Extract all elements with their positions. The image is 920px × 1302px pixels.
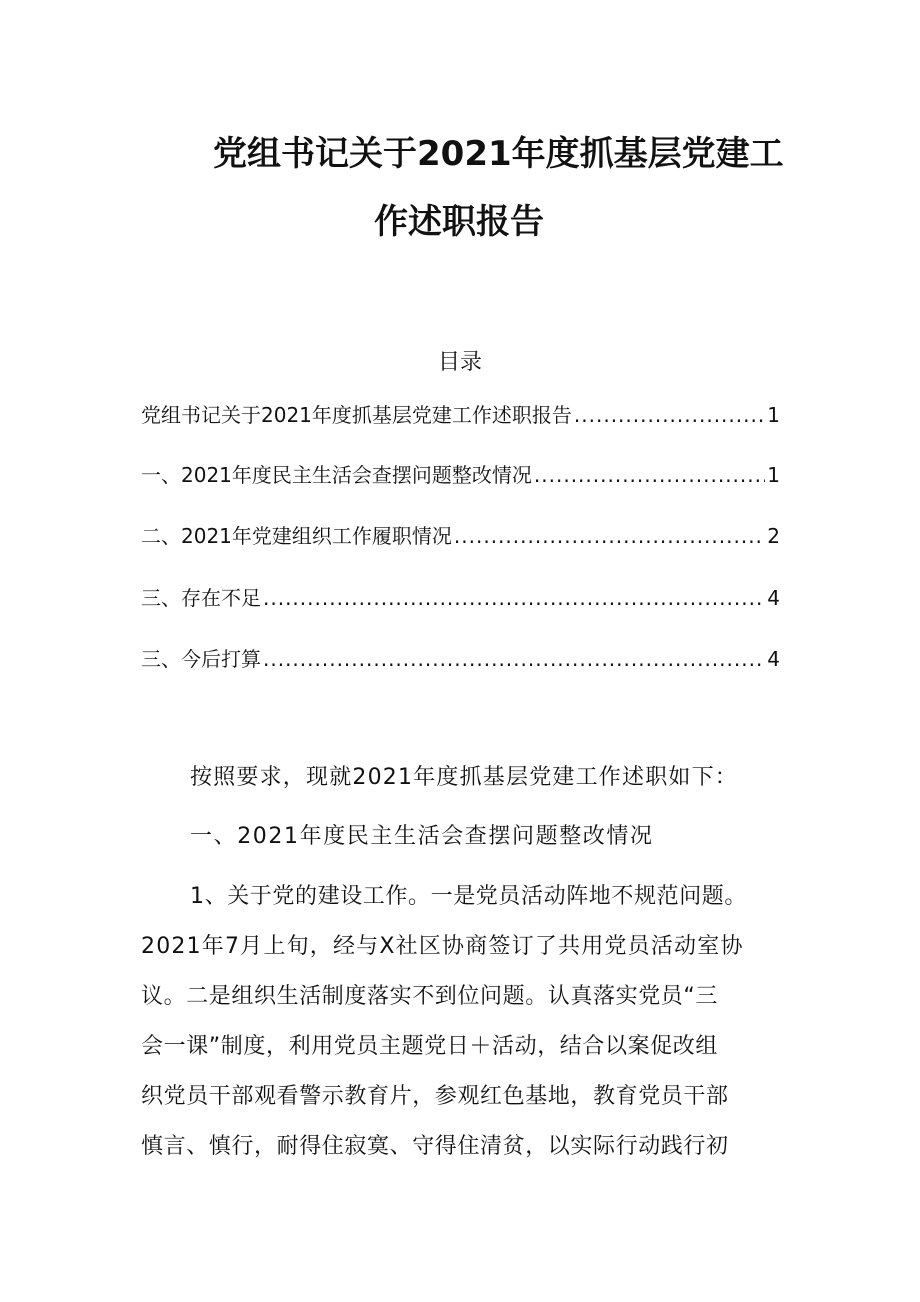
body-text-line: 议。二是组织生活制度落实不到位问题。认真落实党员“三 bbox=[141, 984, 718, 1009]
body-text-line: 1、关于党的建设工作。一是党员活动阵地不规范问题。 bbox=[190, 884, 747, 909]
document-title-line-1: 党组书记关于2021年度抓基层党建工 bbox=[213, 134, 784, 174]
toc-entry-label: 一、2021年度民主生活会查摆问题整改情况 bbox=[141, 463, 532, 487]
body-text-line: 织党员干部观看警示教育片，参观红色基地，教育党员干部 bbox=[141, 1084, 729, 1109]
toc-entry-future-plans[interactable] bbox=[141, 649, 780, 669]
toc-entry-report[interactable] bbox=[141, 405, 780, 425]
toc-entry-label: 三、存在不足 bbox=[141, 586, 261, 610]
toc-entry-section-2[interactable] bbox=[141, 526, 780, 546]
toc-entry-page: 1 bbox=[767, 403, 780, 427]
toc-entry-label: 党组书记关于2021年度抓基层党建工作述职报告 bbox=[141, 403, 572, 427]
toc-entry-label: 三、今后打算 bbox=[141, 647, 261, 671]
toc-leader bbox=[263, 649, 765, 669]
body-text-line: 2021年7月上旬，经与X社区协商签订了共用党员活动室协 bbox=[141, 934, 744, 959]
toc-entry-page: 2 bbox=[767, 524, 780, 548]
toc-entry-page: 1 bbox=[767, 463, 780, 487]
toc-heading: 目录 bbox=[437, 350, 482, 375]
document-title-line-2: 作述职报告 bbox=[374, 202, 544, 242]
section-1-heading: 一、2021年度民主生活会查摆问题整改情况 bbox=[190, 824, 654, 849]
toc-entry-page: 4 bbox=[767, 647, 780, 671]
body-text-line: 会一课”制度，利用党员主题党日＋活动，结合以案促改组 bbox=[141, 1034, 718, 1059]
body-text-line: 慎言、慎行，耐得住寂寞、守得住清贫，以实际行动践行初 bbox=[141, 1134, 729, 1159]
toc-leader bbox=[534, 465, 765, 485]
toc-leader bbox=[263, 588, 765, 608]
toc-entry-page: 4 bbox=[767, 586, 780, 610]
intro-paragraph: 按照要求，现就2021年度抓基层党建工作述职如下： bbox=[190, 765, 738, 790]
toc-entry-shortcomings[interactable] bbox=[141, 588, 780, 608]
toc-entry-section-1[interactable] bbox=[141, 465, 780, 485]
toc-entry-label: 二、2021年党建组织工作履职情况 bbox=[141, 524, 452, 548]
toc-leader bbox=[454, 526, 765, 546]
toc-leader bbox=[574, 405, 765, 425]
